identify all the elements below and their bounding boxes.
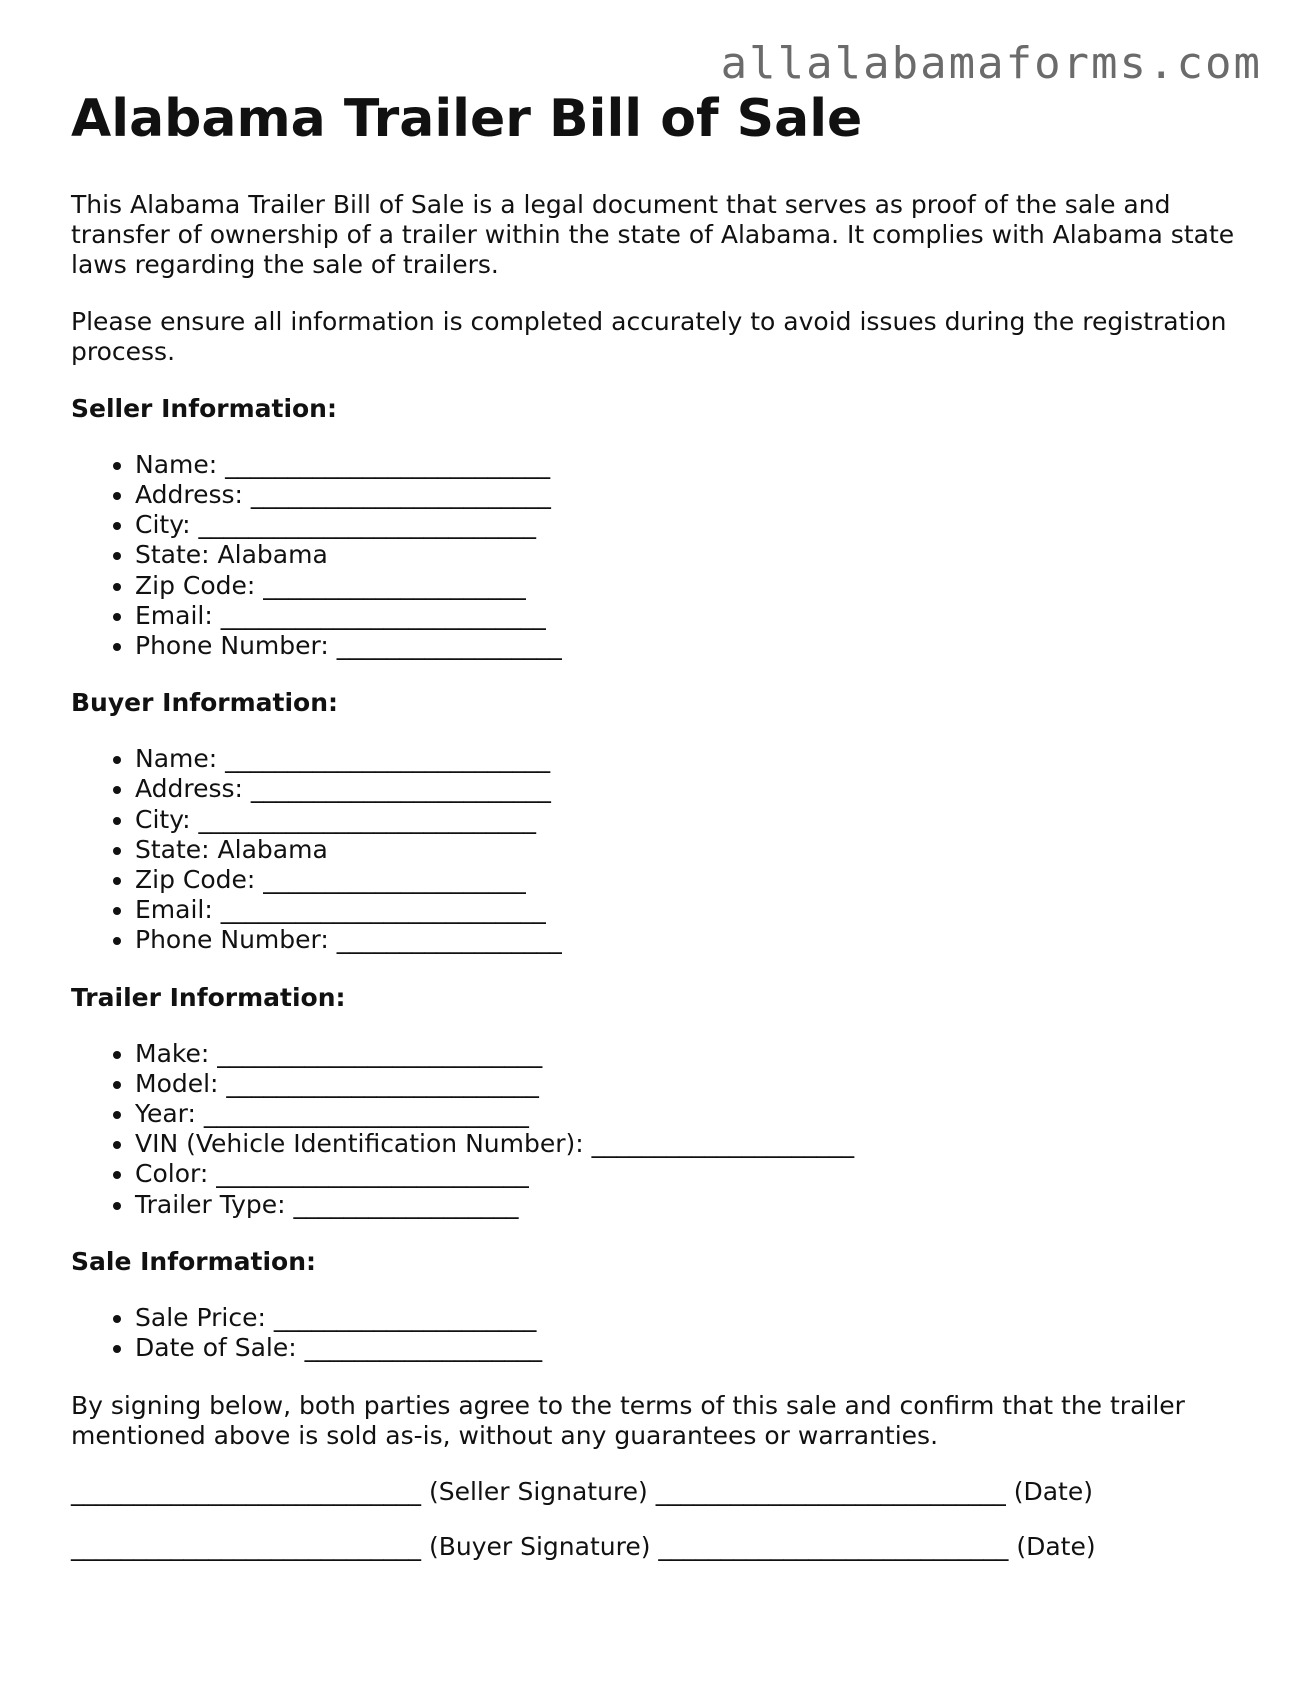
page-title: Alabama Trailer Bill of Sale xyxy=(71,89,863,149)
trailer-type-field[interactable]: • Trailer Type: __________________ xyxy=(135,1190,1241,1220)
trailer-color-field[interactable]: • Color: _________________________ xyxy=(135,1159,1241,1189)
seller-address-field[interactable]: • Address: ________________________ xyxy=(135,480,1241,510)
sale-heading: Sale Information: xyxy=(71,1246,316,1276)
seller-email-field[interactable]: • Email: __________________________ xyxy=(135,601,1241,631)
buyer-email-field[interactable]: • Email: __________________________ xyxy=(135,895,1241,925)
buyer-phone-field[interactable]: • Phone Number: __________________ xyxy=(135,925,1241,955)
buyer-address-field[interactable]: • Address: ________________________ xyxy=(135,774,1241,804)
trailer-model-field[interactable]: • Model: _________________________ xyxy=(135,1069,1241,1099)
trailer-year-field[interactable]: • Year: __________________________ xyxy=(135,1099,1241,1129)
seller-city-field[interactable]: • City: ___________________________ xyxy=(135,510,1241,540)
trailer-make-field[interactable]: • Make: __________________________ xyxy=(135,1039,1241,1069)
sale-date-field[interactable]: • Date of Sale: ___________________ xyxy=(135,1333,1241,1363)
buyer-name-field[interactable]: • Name: __________________________ xyxy=(135,744,1241,774)
seller-state-field: • State: Alabama xyxy=(135,540,1241,570)
instruction-paragraph: Please ensure all information is completed accurately to avoid issues during the registration process. xyxy=(71,306,1227,366)
buyer-field-list xyxy=(71,744,1241,955)
sale-price-field[interactable]: • Sale Price: _____________________ xyxy=(135,1303,1241,1333)
buyer-heading: Buyer Information: xyxy=(71,688,339,718)
sale-field-list xyxy=(71,1303,1241,1363)
buyer-signature-line[interactable]: ____________________________ (Buyer Signature) ____________________________ (Date) xyxy=(71,1532,1096,1562)
seller-zip-field[interactable]: • Zip Code: _____________________ xyxy=(135,571,1241,601)
trailer-vin-field[interactable]: • VIN (Vehicle Identification Number): _____________________ xyxy=(135,1129,1241,1159)
seller-phone-field[interactable]: • Phone Number: __________________ xyxy=(135,631,1241,661)
watermark: allalabamaforms.com xyxy=(720,38,1262,89)
seller-signature-line[interactable]: ____________________________ (Seller Signature) ____________________________ (Date) xyxy=(71,1477,1093,1507)
trailer-heading: Trailer Information: xyxy=(71,982,346,1012)
trailer-field-list xyxy=(71,1039,1241,1220)
seller-heading: Seller Information: xyxy=(71,393,337,423)
seller-field-list xyxy=(71,450,1241,661)
intro-paragraph: This Alabama Trailer Bill of Sale is a legal document that serves as proof of the sale and transfer of ownership of a trailer within the state of Alabama. It complies with Alabama state laws regarding the sale of trailers. xyxy=(71,189,1235,279)
document-body xyxy=(71,90,1241,1562)
seller-name-field[interactable]: • Name: __________________________ xyxy=(135,450,1241,480)
buyer-state-field: • State: Alabama xyxy=(135,835,1241,865)
buyer-zip-field[interactable]: • Zip Code: _____________________ xyxy=(135,865,1241,895)
buyer-city-field[interactable]: • City: ___________________________ xyxy=(135,805,1241,835)
terms-paragraph: By signing below, both parties agree to the terms of this sale and confirm that the trailer mentioned above is sold as-is, without any guarantees or warranties. xyxy=(71,1391,1185,1451)
